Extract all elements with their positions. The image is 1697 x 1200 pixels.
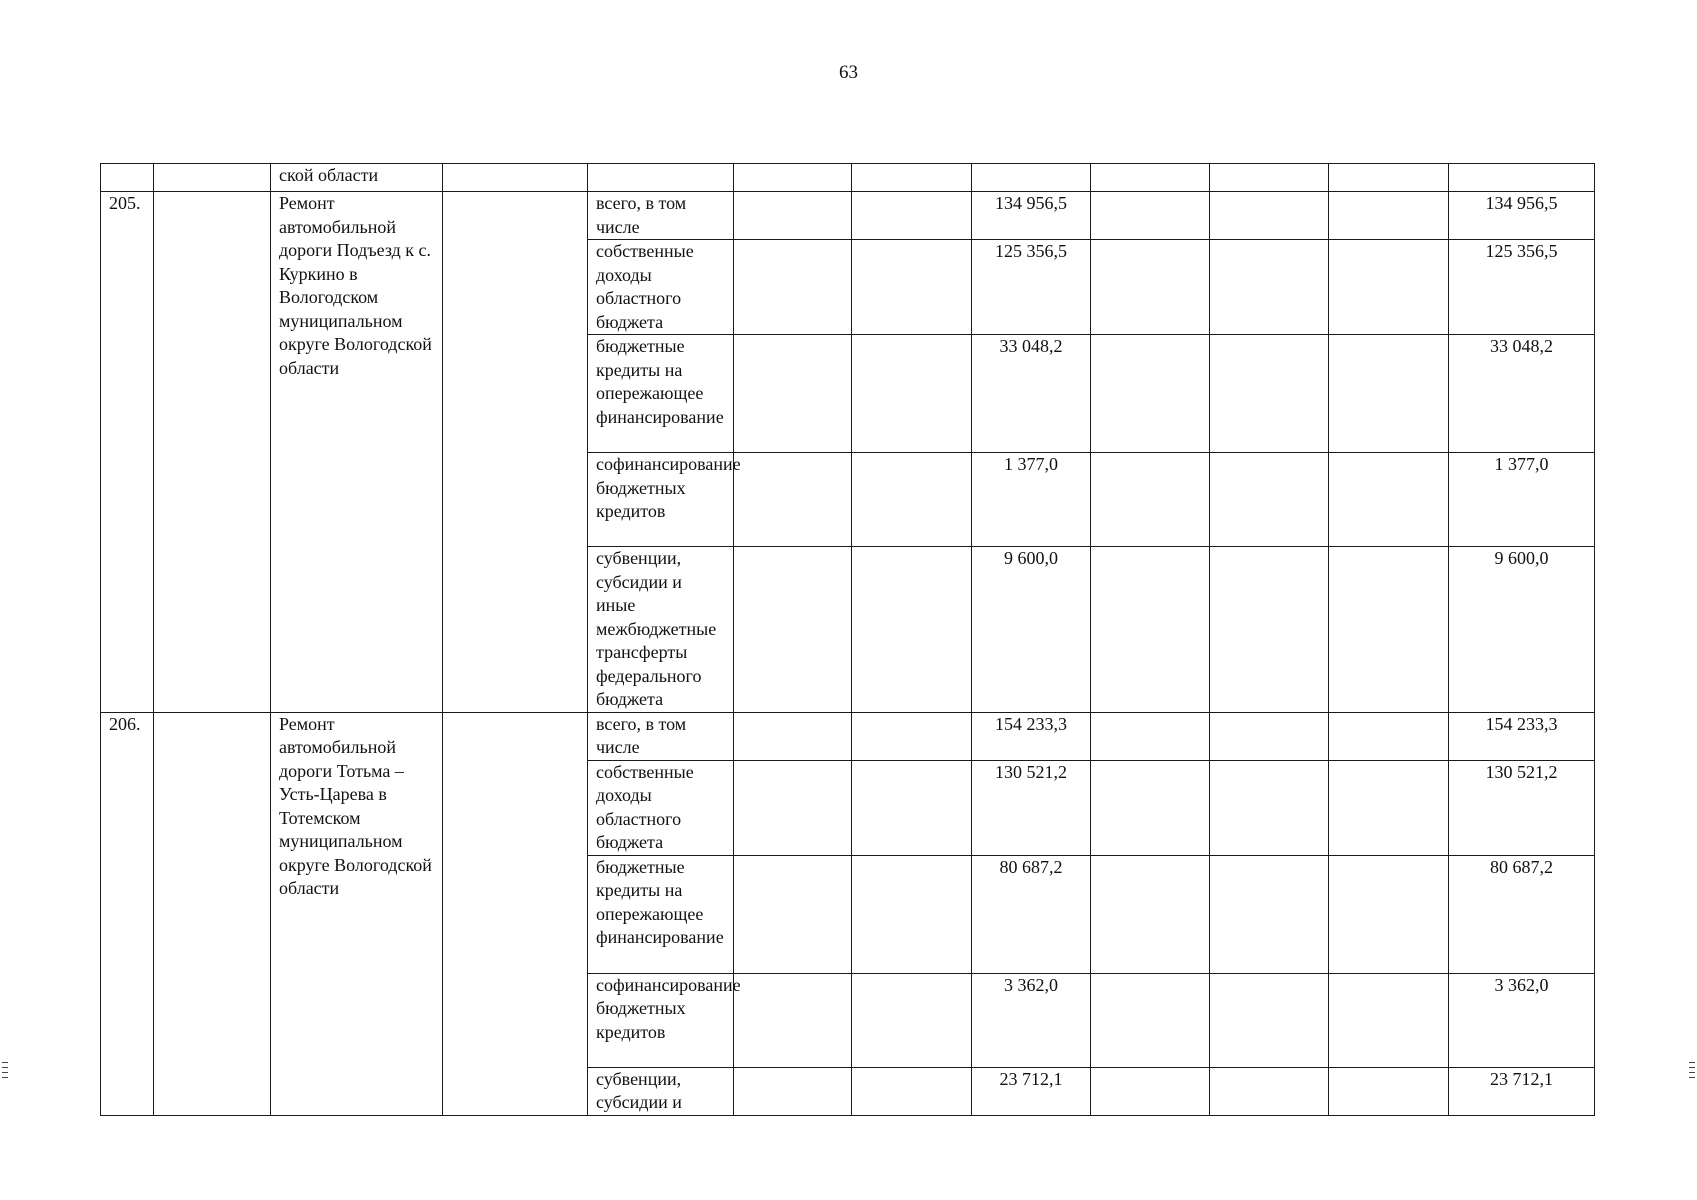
amount-cell: 130 521,2: [972, 760, 1091, 855]
funding-source-cell: всего, в том числе: [588, 192, 734, 240]
funding-source-cell: софинансирование бюджетных кредитов: [588, 973, 734, 1067]
funding-source-cell: бюджетные кредиты на опережающее финансирование: [588, 855, 734, 973]
table-row: [101, 192, 1595, 240]
amount-cell: 33 048,2: [972, 335, 1091, 453]
total-cell: 130 521,2: [1449, 760, 1595, 855]
object-name-cell: Ремонт автомобильной дороги Подъезд к с. Куркино в Вологодском муниципальном округе Вологодской области: [271, 192, 443, 713]
funding-source-cell: субвенции, субсидии и иные межбюджетные трансферты федерального бюджета: [588, 547, 734, 713]
total-cell: 9 600,0: [1449, 547, 1595, 713]
amount-cell: 23 712,1: [972, 1067, 1091, 1115]
funding-source-cell: собственные доходы областного бюджета: [588, 240, 734, 335]
funding-source-cell: собственные доходы областного бюджета: [588, 760, 734, 855]
scan-edge-marks-left: [2, 1062, 8, 1082]
object-name-cell: ской области: [271, 164, 443, 192]
amount-cell: 80 687,2: [972, 855, 1091, 973]
row-number-cell: 205.: [101, 192, 154, 713]
object-name-cell: Ремонт автомобильной дороги Тотьма – Усть-Царева в Тотемском муниципальном округе Вологодской области: [271, 712, 443, 1115]
amount-cell: 9 600,0: [972, 547, 1091, 713]
amount-cell: 125 356,5: [972, 240, 1091, 335]
table-row: [101, 712, 1595, 760]
total-cell: 33 048,2: [1449, 335, 1595, 453]
amount-cell: 134 956,5: [972, 192, 1091, 240]
budget-table: [100, 163, 1595, 1116]
funding-source-cell: софинансирование бюджетных кредитов: [588, 453, 734, 547]
amount-cell: 154 233,3: [972, 712, 1091, 760]
funding-source-cell: бюджетные кредиты на опережающее финансирование: [588, 335, 734, 453]
carryover-row: [101, 164, 1595, 192]
row-number-cell: 206.: [101, 712, 154, 1115]
total-cell: 154 233,3: [1449, 712, 1595, 760]
total-cell: 80 687,2: [1449, 855, 1595, 973]
funding-source-cell: всего, в том числе: [588, 712, 734, 760]
total-cell: 3 362,0: [1449, 973, 1595, 1067]
amount-cell: 1 377,0: [972, 453, 1091, 547]
funding-source-cell: субвенции, субсидии и: [588, 1067, 734, 1115]
total-cell: 134 956,5: [1449, 192, 1595, 240]
amount-cell: 3 362,0: [972, 973, 1091, 1067]
total-cell: 125 356,5: [1449, 240, 1595, 335]
page-number: 63: [839, 62, 858, 83]
total-cell: 1 377,0: [1449, 453, 1595, 547]
total-cell: 23 712,1: [1449, 1067, 1595, 1115]
scan-edge-marks-right: [1689, 1062, 1695, 1082]
